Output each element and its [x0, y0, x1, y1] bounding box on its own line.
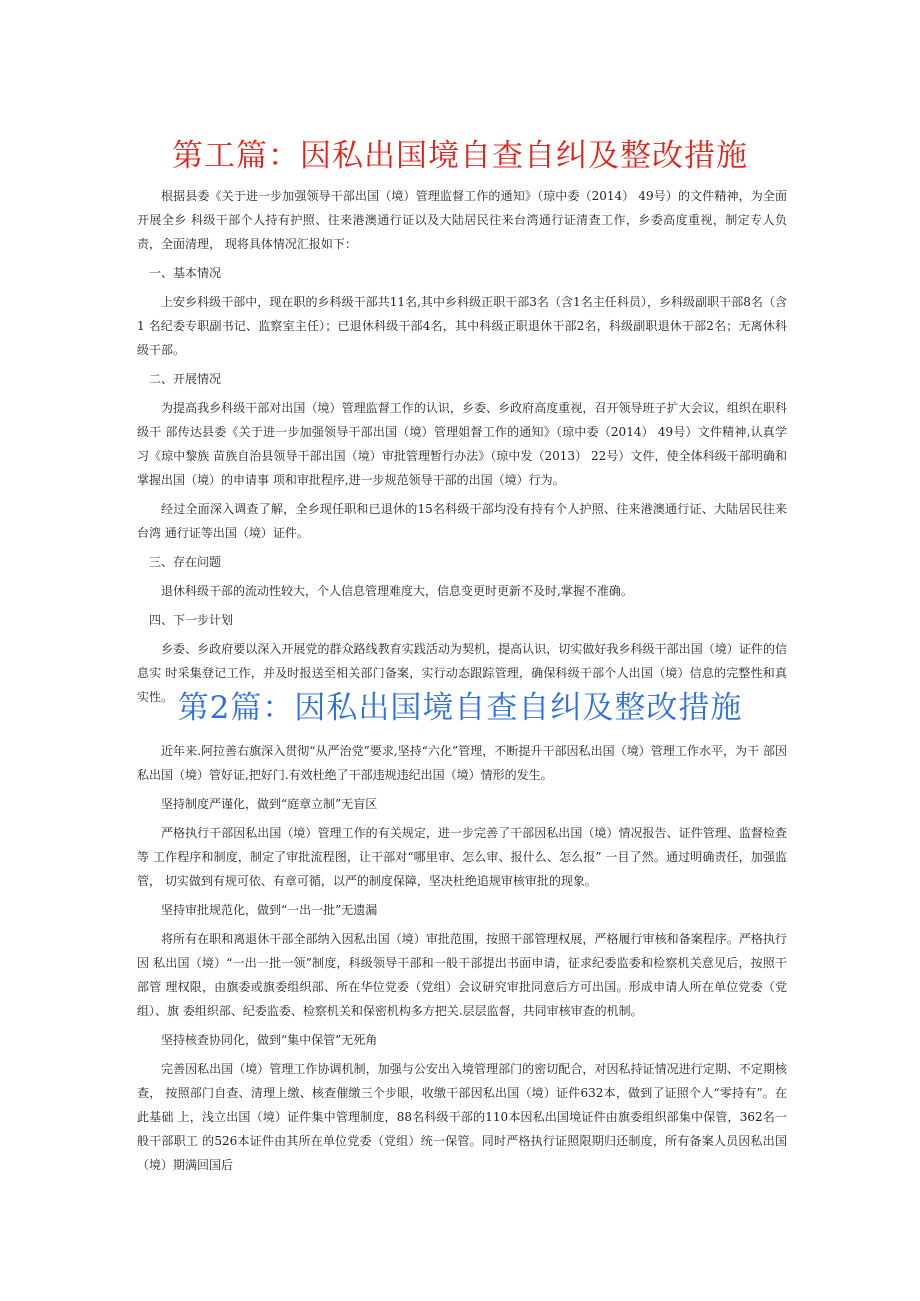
part1-intro: 根据县委《关于进一步加强领导干部出国（境）管理监督工作的通知》（琼中委（2014） 49号）的文件精神，为全面开展全乡 科级干部个人持有护照、往来港澳通行证以及大陆居民往来台湾通行证清查工作，乡委高度重视，制定专人负责，全面清理， 现将具体情况汇报如下：: [137, 189, 787, 251]
part2-subheading: 坚持审批规范化，做到“一出一批”无遗漏: [161, 903, 378, 917]
part1-heading-basic: 一、基本情况: [149, 266, 222, 280]
part1-heading-progress: 二、开展情况: [149, 372, 222, 386]
part1-paragraph: 退休科级干部的流动性较大，个人信息管理难度大，信息变更时更新不及时,掌握不准确。: [161, 584, 633, 598]
part1-paragraph: 乡委、乡政府要以深入开展党的群众路线教育实践活动为契机，提高认识，切实做好我乡科级干部出国（境）证件的信息实 时采集登记工作，并及时报送至相关部门备案，实行动态跟踪管理，确保科级干部个人出国（境）信息的完整性和真实性。: [137, 642, 787, 704]
part2-subheading: 坚持制度严谨化，做到“庭章立制”无盲区: [161, 797, 378, 811]
part1-heading-next-steps: 四、下一步计划: [149, 613, 234, 627]
part2-body: [137, 739, 787, 1182]
part1-title: 第工篇：因私出国境自查自纠及整改措施: [172, 138, 748, 174]
part2-subheading: 坚持核查协同化，做到“集中保管”无死角: [161, 1033, 378, 1047]
part1-body: [137, 184, 787, 714]
part2-title: 第2篇：因私出国境自查自纠及整改措施: [177, 690, 743, 726]
part2-paragraph: 严格执行干部因私出国（境）管理工作的有关规定，进一步完善了干部因私出国（境）情况报告、证件管理、监督检查等 工作程序和制度，制定了审批流程图，让干部对“哪里审、怎么审、报什么、怎么报” 一目了然。通过明确责任，加强监管， 切实做到有规可依、有章可循，以严的制度保障，坚决杜绝追规审核审批的现象。: [137, 826, 787, 888]
part1-paragraph: 上安乡科级干部中，现在职的乡科级干部共11名,其中乡科级正职干部3名（含1名主任科员），乡科级副职干部8名（含1 名纪委专职副书记、监察室主任）；已退休科级干部4名，其中科级正职退休干部2名，科级副职退休干部2名；无离休科级干部。: [137, 295, 787, 357]
part2-paragraph: 完善因私出国（境）管理工作协调机制，加强与公安出入境管理部门的密切配合，对因私持证情况进行定期、不定期核查， 按照部门自查、清理上缴、核查催缴三个步眼，收缴干部因私出国（境）证件632本，做到了证照个人“零持有”。在此基础 上，浅立出国（境）证件集中管理制度，88名科级干部的110本因私出国境证件由旗委组织部集中保管，362名一般干部职工 的526本证件由其所在单位党委（党组）统一保管。同时严格执行证照限期归还制度，所有备案人员因私出国（境）期满回国后: [137, 1062, 787, 1172]
part1-paragraph: 经过全面深入调查了解，全乡现任职和已退休的15名科级干部均没有持有个人护照、往来港澳通行证、大陆居民往来台湾 通行证等出国（境）证件。: [137, 502, 787, 540]
part2-paragraph: 近年来.阿拉善右旗深入贯彻“从严治党”要求,坚持“六化”管理，不断提升干部因私出国（境）管理工作水平，为干 部因私出国（境）管好证,把好门.有效杜绝了干部违规违纪出国（境）情形的发生。: [137, 744, 787, 782]
part1-heading-problems: 三、存在问题: [149, 555, 222, 569]
part1-paragraph: 为提高我乡科级干部对出国（境）管理监督工作的认识，乡委、乡政府高度重视，召开领导班子扩大会议，组织在职科级干 部传达县委《关于进一步加强领导干部出国（境）管理姐督工作的通知》（琼中委（2014） 49号）文件精神,认真学习《琼中黎族 苗族自治县领导干部出国（境）审批管理暂行办法》（琼中发（2013） 22号）文件，使全体科级干部明确和掌握出国（境）的申请事 项和审批程序,进一步规范领导干部的出国（境）行为。: [137, 401, 787, 487]
part2-paragraph: 将所有在职和离退休干部全部纳入因私出国（境）审批范围，按照干部管理权展，严格履行审核和备案程序。严格执行因 私出国（境）“一出一批一领”制度，科级领导干部和一般干部提出书面申请，征求纪委监委和检察机关意见后，按照干部管 理权限，由旗委或旗委组织部、所在华位党委（党组）会议研究审批同意后方可出国。形成申请人所在单位党委（党组）、旗 委组织部、纪委监委、检察机关和保密机构多方把关.层层监督，共同审核审查的机制。: [137, 932, 787, 1018]
